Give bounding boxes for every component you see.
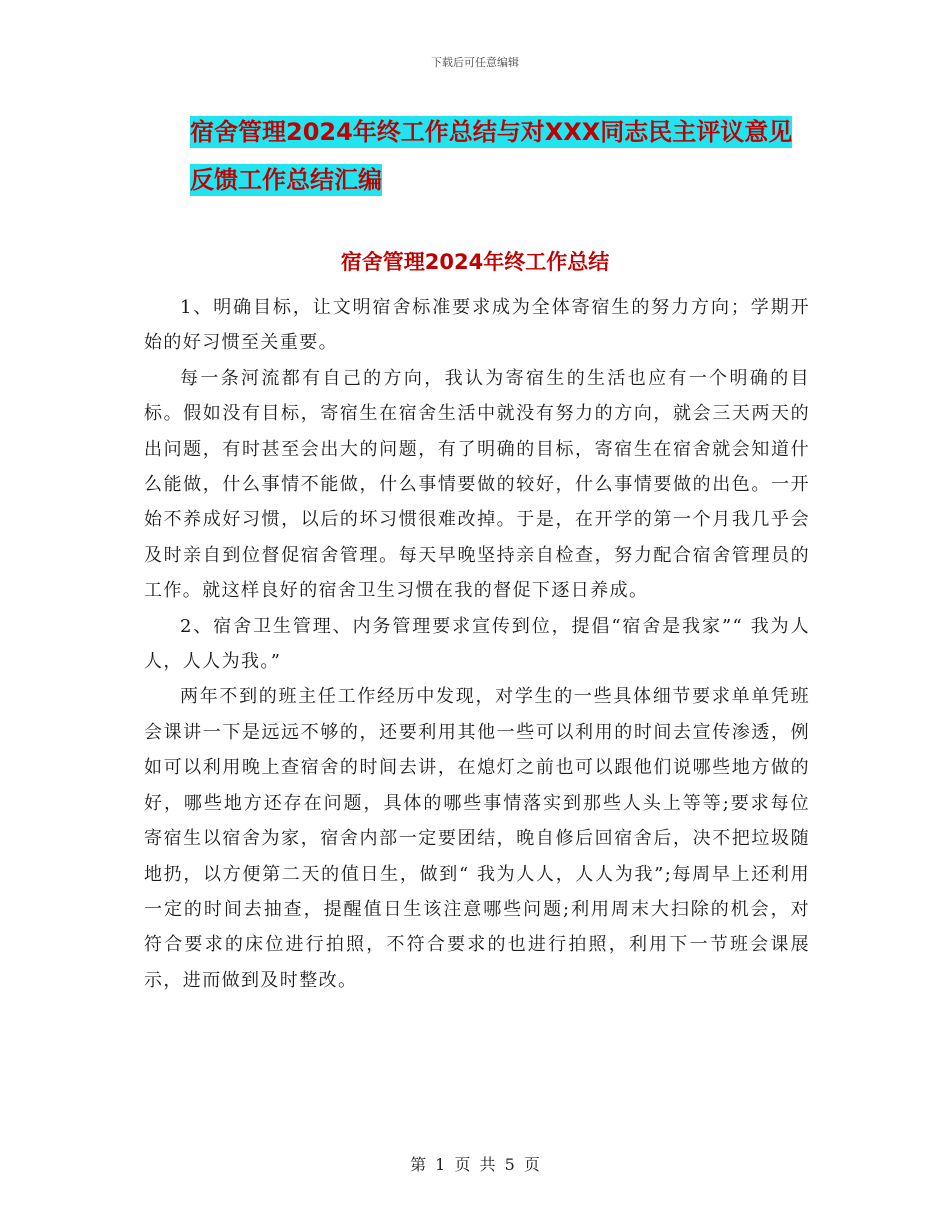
document-title-highlight: 宿舍管理2024年终工作总结与对XXX同志民主评议意见反馈工作总结汇编 [190, 118, 793, 194]
section-title: 宿舍管理2024年终工作总结 [340, 250, 610, 274]
paragraph: 每一条河流都有自己的方向，我认为寄宿生的生活也应有一个明确的目标。假如没有目标，寄宿生在宿舍生活中就没有努力的方向，就会三天两天的出问题，有时甚至会出大的问题，有了明确的目标，寄宿生在宿舍就会知道什么能做，什么事情不能做，什么事情要做的较好，什么事情要做的出色。一开始不养成好习惯，以后的坏习惯很难改掉。于是，在开学的第一个月我几乎会及时亲自到位督促宿舍管理。每天早晚坚持亲自检查，努力配合宿舍管理员的工作。就这样良好的宿舍卫生习惯在我的督促下逐日养成。 [144, 367, 810, 602]
page-header: 下载后可任意编辑 [431, 56, 519, 69]
paragraph: 1、明确目标，让文明宿舍标准要求成为全体寄宿生的努力方向；学期开始的好习惯至关重要。 [144, 297, 810, 354]
page-footer: 第 1 页 共 5 页 [410, 1155, 540, 1174]
document-title [190, 108, 810, 204]
document-body [144, 290, 810, 998]
paragraph: 2、宿舍卫生管理、内务管理要求宣传到位，提倡“宿舍是我家”“ 我为人人，人人为我。” [144, 615, 810, 673]
paragraph: 两年不到的班主任工作经历中发现，对学生的一些具体细节要求单单凭班会课讲一下是远远不够的，还要利用其他一些可以利用的时间去宣传渗透，例如可以利用晚上查宿舍的时间去讲，在熄灯之前也可以跟他们说哪些地方做的好，哪些地方还存在问题，具体的哪些事情落实到那些人头上等等;要求每位寄宿生以宿舍为家，宿舍内部一定要团结，晚自修后回宿舍后，决不把垃圾随地扔，以方便第二天的值日生，做到“ 我为人人，人人为我”;每周早上还利用一定的时间去抽查，提醒值日生该注意哪些问题;利用周末大扫除的机会，对符合要求的床位进行拍照，不符合要求的也进行拍照，利用下一节班会课展示，进而做到及时整改。 [144, 686, 810, 991]
